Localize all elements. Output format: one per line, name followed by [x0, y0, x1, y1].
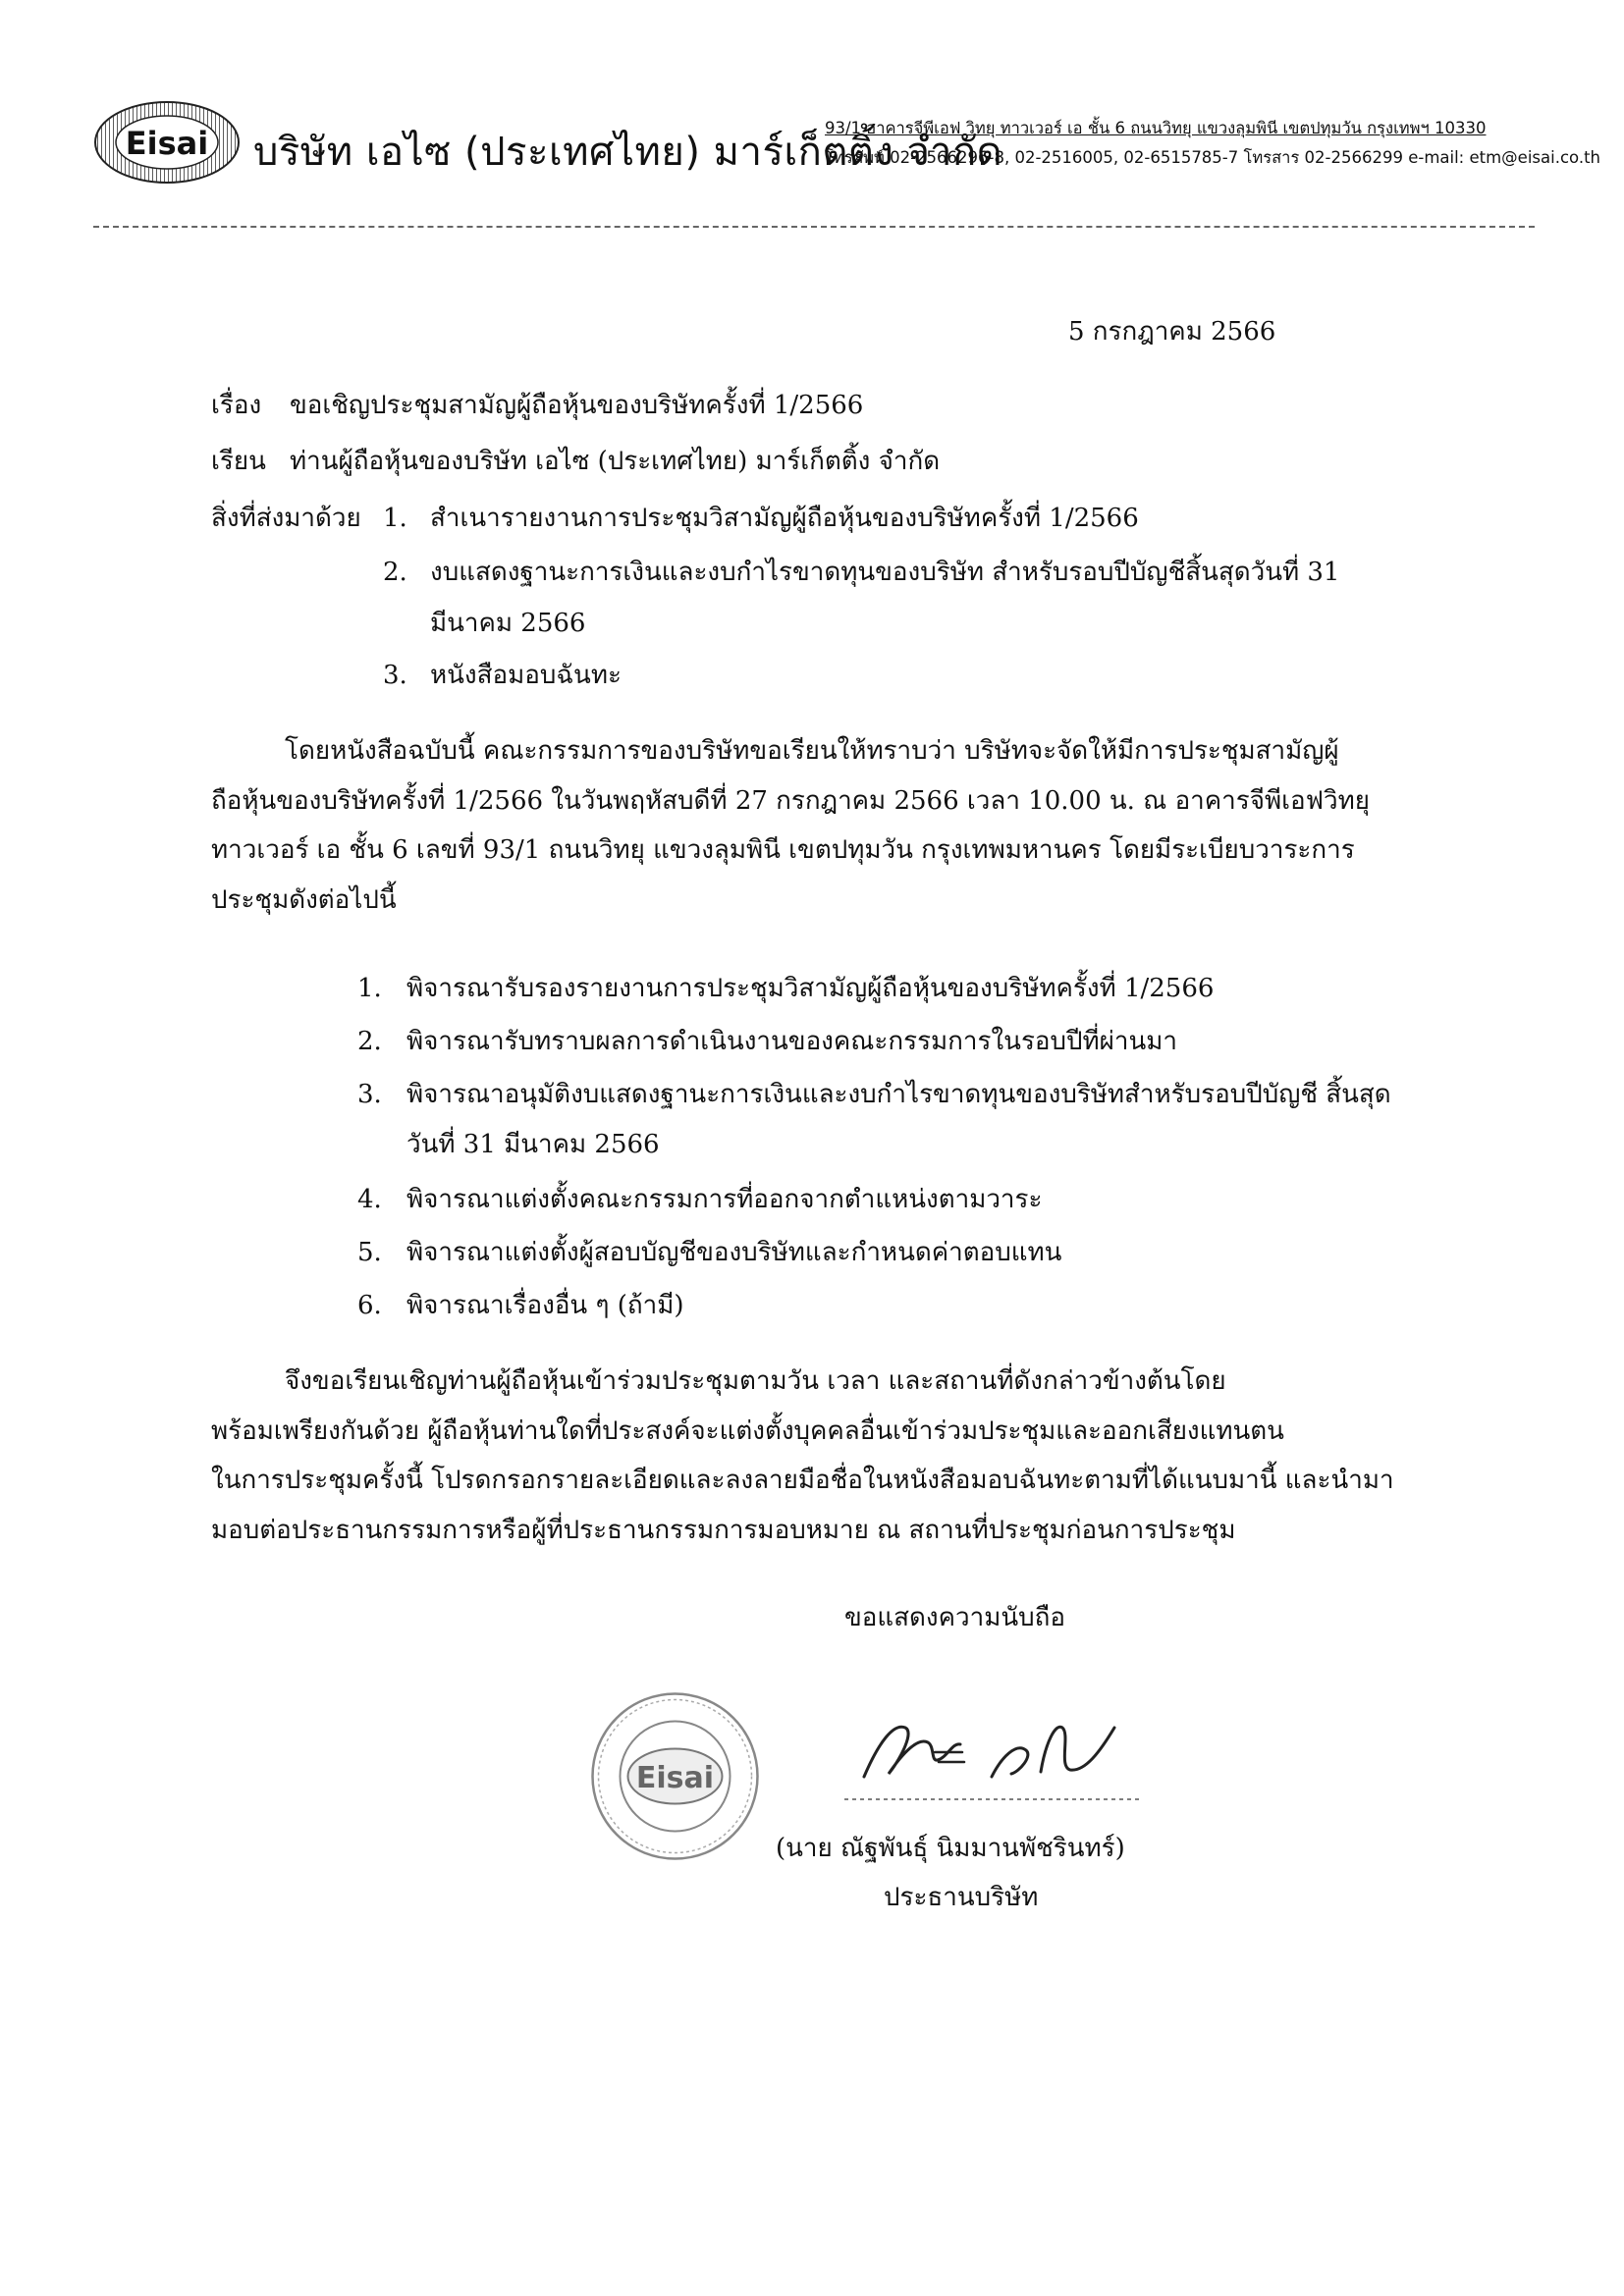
signatory-title: ประธานบริษัท: [884, 1883, 1039, 1912]
agenda-item: พิจารณาแต่งตั้งคณะกรรมการที่ออกจากตำแหน่งตามวาระ: [406, 1185, 1043, 1214]
paragraph-line: พร้อมเพรียงกันด้วย ผู้ถือหุ้นท่านใดที่ประสงค์จะแต่งตั้งบุคคลอื่นเข้าร่วมประชุมและออกเสียงแทนตน: [211, 1415, 1284, 1446]
paragraph-line: ในการประชุมครั้งนี้ โปรดกรอกรายละเอียดและลงลายมือชื่อในหนังสือมอบฉันทะตามที่ได้แนบมานี้ และนำมา: [211, 1466, 1394, 1495]
company-name: บริษัท เอไซ (ประเทศไทย) มาร์เก็ตติ้ง จำกัด: [253, 130, 1003, 175]
agenda-number: 1.: [357, 974, 382, 1003]
agenda-number: 4.: [357, 1185, 382, 1214]
recipient-value: ท่านผู้ถือหุ้นของบริษัท เอไซ (ประเทศไทย) มาร์เก็ตติ้ง จำกัด: [290, 447, 941, 476]
logo-text: Eisai: [125, 125, 209, 162]
agenda-number: 5.: [357, 1238, 382, 1267]
company-contact: โทรศัพท์ 02-2566296-8, 02-2516005, 02-6515785-7 โทรสาร 02-2566299 e-mail: etm@eisai.co.th: [825, 148, 1601, 167]
company-address: 93/1 อาคารจีพีเอฟ วิทยุ ทาวเวอร์ เอ ชั้น 6 ถนนวิทยุ แขวงลุมพินี เขตปทุมวัน กรุงเทพฯ 10330: [825, 119, 1487, 137]
attachment-number: 3.: [383, 661, 407, 690]
agenda-item: พิจารณารับทราบผลการดำเนินงานของคณะกรรมการในรอบปีที่ผ่านมา: [406, 1027, 1178, 1056]
letter-date: 5 กรกฎาคม 2566: [1068, 317, 1276, 347]
agenda-item-continued: วันที่ 31 มีนาคม 2566: [406, 1130, 660, 1159]
paragraph-line: ประชุมดังต่อไปนี้: [211, 884, 397, 915]
agenda-number: 2.: [357, 1027, 382, 1056]
attachment-item: หนังสือมอบฉันทะ: [430, 661, 622, 690]
letterhead-divider: [93, 226, 1535, 228]
closing-salutation: ขอแสดงความนับถือ: [844, 1603, 1065, 1632]
subject-value: ขอเชิญประชุมสามัญผู้ถือหุ้นของบริษัทครั้งที่ 1/2566: [290, 391, 864, 420]
paragraph-line: มอบต่อประธานกรรมการหรือผู้ที่ประธานกรรมการมอบหมาย ณ สถานที่ประชุมก่อนการประชุม: [211, 1515, 1236, 1545]
attachment-item: สำเนารายงานการประชุมวิสามัญผู้ถือหุ้นของบริษัทครั้งที่ 1/2566: [430, 504, 1139, 533]
agenda-item: พิจารณารับรองรายงานการประชุมวิสามัญผู้ถือหุ้นของบริษัทครั้งที่ 1/2566: [406, 974, 1215, 1003]
attachment-item-continued: มีนาคม 2566: [430, 609, 586, 638]
agenda-item: พิจารณาเรื่องอื่น ๆ (ถ้ามี): [406, 1291, 684, 1320]
closing-paragraph: [211, 1357, 1394, 1555]
recipient-label: เรียน: [211, 447, 266, 476]
attachment-number: 1.: [383, 504, 407, 533]
attachment-number: 2.: [383, 558, 407, 587]
attachments-label: สิ่งที่ส่งมาด้วย: [211, 504, 361, 533]
attachment-item: งบแสดงฐานะการเงินและงบกำไรขาดทุนของบริษัท สำหรับรอบปีบัญชีสิ้นสุดวันที่ 31: [430, 558, 1340, 587]
intro-paragraph: [211, 726, 1370, 925]
paragraph-line: จึงขอเรียนเชิญท่านผู้ถือหุ้นเข้าร่วมประชุมตามวัน เวลา และสถานที่ดังกล่าวข้างต้นโดย: [285, 1366, 1226, 1396]
paragraph-line: โดยหนังสือฉบับนี้ คณะกรรมการของบริษัทขอเรียนให้ทราบว่า บริษัทจะจัดให้มีการประชุมสามัญผู้: [285, 736, 1339, 766]
agenda-item: พิจารณาแต่งตั้งผู้สอบบัญชีของบริษัทและกำหนดค่าตอบแทน: [406, 1238, 1062, 1267]
company-seal: [589, 1690, 761, 1862]
handwritten-signature: [844, 1683, 1159, 1811]
paragraph-line: ถือหุ้นของบริษัทครั้งที่ 1/2566 ในวันพฤหัสบดีที่ 27 กรกฎาคม 2566 เวลา 10.00 น. ณ อาคารจีพีเอฟวิทยุ: [211, 785, 1370, 816]
agenda-number: 3.: [357, 1080, 382, 1109]
paragraph-line: ทาวเวอร์ เอ ชั้น 6 เลขที่ 93/1 ถนนวิทยุ แขวงลุมพินี เขตปทุมวัน กรุงเทพมหานคร โดยมีระเบียบวาระการ: [211, 835, 1355, 865]
agenda-number: 6.: [357, 1291, 382, 1320]
eisai-logo: [93, 100, 241, 185]
subject-label: เรื่อง: [211, 391, 262, 420]
agenda-item: พิจารณาอนุมัติงบแสดงฐานะการเงินและงบกำไรขาดทุนของบริษัทสำหรับรอบปีบัญชี สิ้นสุด: [406, 1080, 1391, 1109]
signatory-name: (นาย ณัฐพันธุ์ นิมมานพัชรินทร์): [776, 1834, 1125, 1863]
seal-text: Eisai: [635, 1761, 715, 1795]
